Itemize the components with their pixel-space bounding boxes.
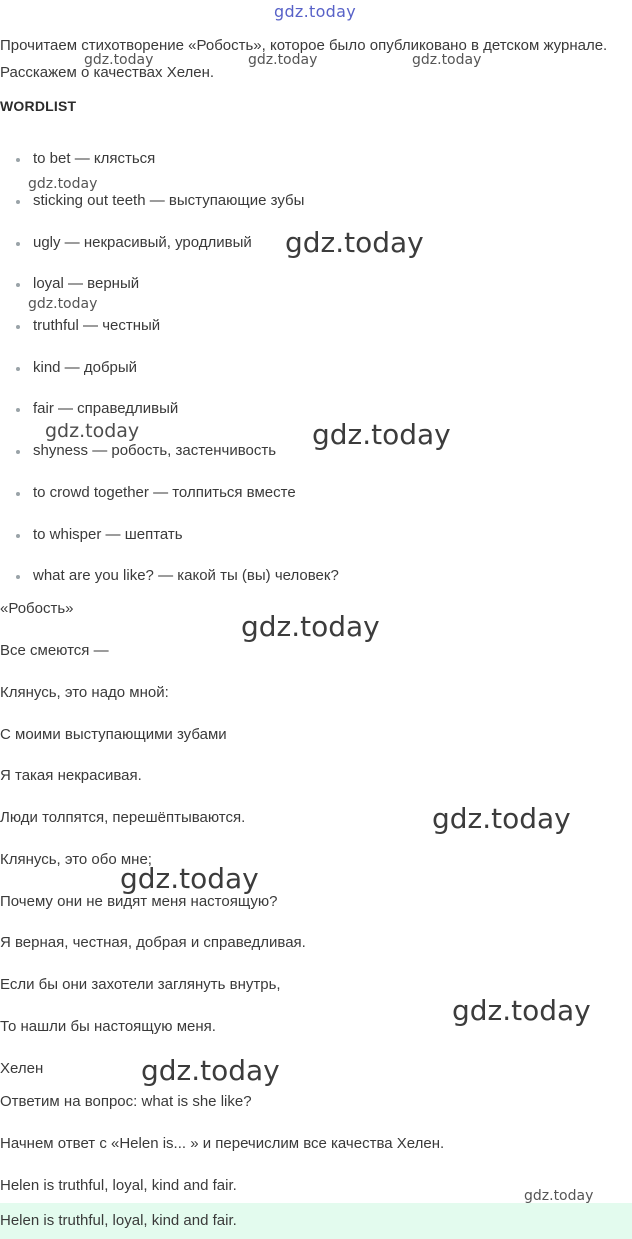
- poem-line: Все смеются —: [0, 642, 109, 659]
- bullet-icon: [16, 242, 20, 246]
- poem-line: То нашли бы настоящую меня.: [0, 1018, 216, 1035]
- watermark: gdz.today: [28, 176, 98, 192]
- answer-instruction: Начнем ответ с «Helen is... » и перечислим все качества Хелен.: [0, 1135, 445, 1152]
- watermark: gdz.today: [45, 420, 140, 442]
- watermark: gdz.today: [285, 226, 424, 259]
- wordlist-item: ugly — некрасивый, уродливый: [0, 232, 600, 256]
- top-watermark: gdz.today: [274, 2, 356, 21]
- poem-line: Я такая некрасивая.: [0, 767, 142, 784]
- wordlist-item: kind — добрый: [0, 357, 600, 381]
- watermark: gdz.today: [120, 862, 259, 895]
- poem-title: «Робость»: [0, 600, 74, 617]
- bullet-icon: [16, 492, 20, 496]
- poem-line: Клянусь, это обо мне;: [0, 851, 152, 868]
- wordlist-item: loyal — верный: [0, 273, 600, 297]
- bullet-icon: [16, 450, 20, 454]
- bullet-icon: [16, 534, 20, 538]
- watermark: gdz.today: [84, 52, 154, 68]
- watermark: gdz.today: [524, 1188, 594, 1204]
- watermark: gdz.today: [141, 1054, 280, 1087]
- bullet-icon: [16, 200, 20, 204]
- wordlist-item: to bet — клясться: [0, 148, 600, 172]
- intro-paragraph: Прочитаем стихотворение «Робость», которое было опубликовано в детском журнале. Расскажем о качествах Хелен.: [0, 37, 608, 81]
- wordlist-heading: WORDLIST: [0, 98, 77, 114]
- wordlist-item: fair — справедливый: [0, 398, 600, 422]
- poem-line: Люди толпятся, перешёптываются.: [0, 809, 246, 826]
- watermark: gdz.today: [432, 802, 571, 835]
- bullet-icon: [16, 283, 20, 287]
- bullet-icon: [16, 575, 20, 579]
- wordlist-item: to crowd together — толпиться вместе: [0, 482, 600, 506]
- bullet-icon: [16, 367, 20, 371]
- wordlist-item: sticking out teeth — выступающие зубы: [0, 190, 600, 214]
- watermark: gdz.today: [248, 52, 318, 68]
- poem-author: Хелен: [0, 1060, 44, 1077]
- watermark: gdz.today: [452, 994, 591, 1027]
- poem-line: Почему они не видят меня настоящую?: [0, 893, 278, 910]
- wordlist-item: truthful — честный: [0, 315, 600, 339]
- poem-line: Если бы они захотели заглянуть внутрь,: [0, 976, 281, 993]
- watermark: gdz.today: [312, 418, 451, 451]
- answer-highlight-box: [0, 1203, 632, 1239]
- bullet-icon: [16, 325, 20, 329]
- answer-intro: Ответим на вопрос: what is she like?: [0, 1093, 252, 1110]
- wordlist-item: to whisper — шептать: [0, 524, 600, 548]
- answer-text: Helen is truthful, loyal, kind and fair.: [0, 1177, 237, 1194]
- watermark: gdz.today: [241, 610, 380, 643]
- bullet-icon: [16, 158, 20, 162]
- watermark: gdz.today: [412, 52, 482, 68]
- poem-line: Клянусь, это надо мной:: [0, 684, 169, 701]
- answer-highlighted-text: Helen is truthful, loyal, kind and fair.: [0, 1212, 237, 1229]
- poem-line: С моими выступающими зубами: [0, 726, 227, 743]
- watermark: gdz.today: [28, 296, 98, 312]
- bullet-icon: [16, 408, 20, 412]
- poem-line: Я верная, честная, добрая и справедливая.: [0, 934, 306, 951]
- wordlist-item: what are you like? — какой ты (вы) человек?: [0, 565, 600, 589]
- wordlist-item: shyness — робость, застенчивость: [0, 440, 600, 464]
